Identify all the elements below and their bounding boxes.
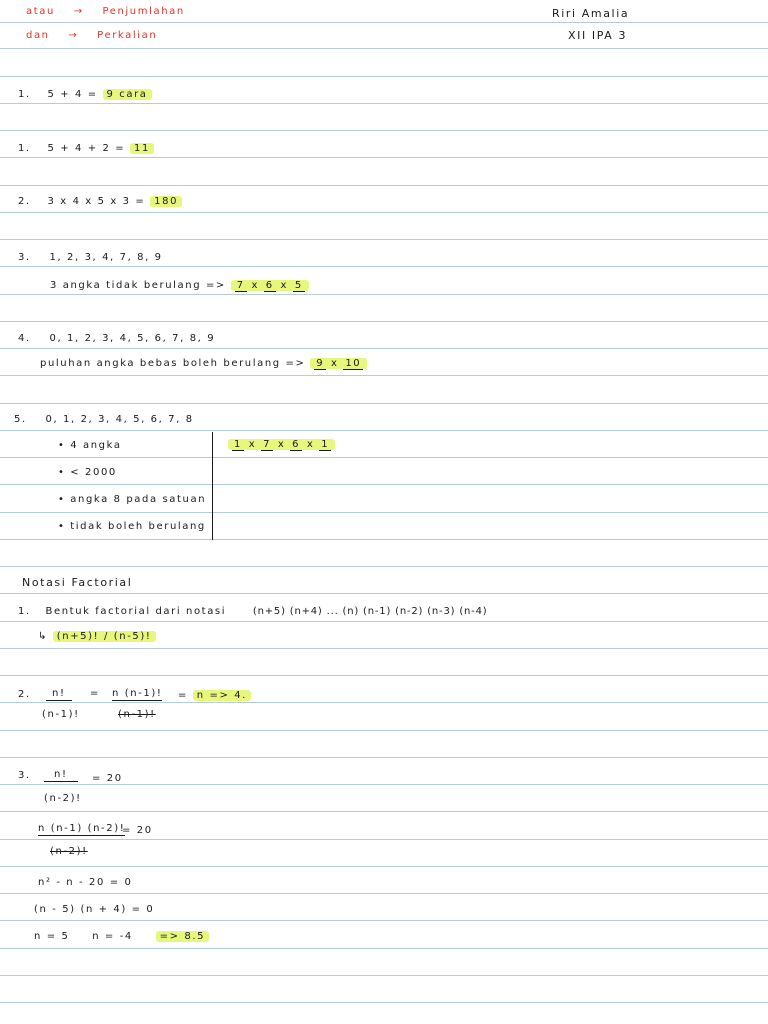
condition-item: • < 2000 — [58, 467, 117, 478]
ruled-line — [0, 48, 768, 49]
ruled-line — [0, 566, 768, 567]
legend-dan: dan → Perkalian — [26, 30, 158, 41]
ruled-line — [0, 675, 768, 676]
factorial-q1: 1. Bentuk factorial dari notasi (n+5) (n+4) ... (n) (n-1) (n-2) (n-3) (n-4) — [18, 606, 488, 617]
factorial-q1-answer — [38, 631, 156, 643]
ruled-line — [0, 185, 768, 186]
ruled-line — [0, 512, 768, 513]
problem-4-answer: puluhan angka bebas boleh berulang => 9 x 10 — [40, 358, 367, 370]
legend-atau: atau → Penjumlahan — [26, 6, 185, 17]
section-title: Notasi Factorial — [22, 576, 133, 589]
answer-highlight: 7 x 6 x 5 — [231, 280, 309, 291]
factored-equation: (n - 5) (n + 4) = 0 — [34, 904, 155, 915]
ruled-line — [0, 157, 768, 158]
fraction-denominator: (n-2)! — [50, 846, 88, 857]
answer-highlight: 9 cara — [103, 89, 152, 100]
ruled-line — [0, 239, 768, 240]
ruled-line — [0, 22, 768, 23]
problem-4-set: 4. 0, 1, 2, 3, 4, 5, 6, 7, 8, 9 — [18, 333, 216, 344]
ruled-line — [0, 375, 768, 376]
factorial-q2-result: = n => 4. — [178, 690, 251, 702]
ruled-line — [0, 76, 768, 77]
problem-2: 2. 3 x 4 x 5 x 3 = 180 — [18, 196, 182, 208]
ruled-line — [0, 893, 768, 894]
condition-item: • angka 8 pada satuan — [58, 494, 207, 505]
roots: n = 5 n = -4 => 8.5 — [34, 931, 209, 943]
ruled-line — [0, 621, 768, 622]
answer-highlight: n => 4. — [193, 690, 251, 701]
ruled-line — [0, 648, 768, 649]
fraction-denominator: (n-1)! — [118, 709, 156, 720]
ruled-line — [0, 103, 768, 104]
ruled-line — [0, 811, 768, 812]
answer-highlight: 1 x 7 x 6 x 1 — [228, 439, 335, 450]
problem-3-answer: 3 angka tidak berulang => 7 x 6 x 5 — [50, 280, 309, 292]
student-name: Riri Amalia — [552, 7, 630, 20]
arrow-icon: ↳ — [38, 631, 48, 642]
ruled-line — [0, 212, 768, 213]
fraction-numerator: n! — [46, 688, 72, 701]
ruled-line — [0, 1002, 768, 1003]
ruled-line — [0, 321, 768, 322]
answer-highlight: => 8.5 — [156, 931, 209, 942]
equals: = — [90, 688, 100, 699]
fraction-denominator: (n-2)! — [44, 793, 82, 804]
equals: = 20 — [92, 773, 123, 784]
ruled-line — [0, 839, 768, 840]
condition-item: • tidak boleh berulang — [58, 521, 206, 532]
factorial-q3-num: 3. — [18, 770, 31, 781]
fraction-numerator: n (n-1) (n-2)! — [38, 823, 126, 834]
quadratic-equation: n² - n - 20 = 0 — [38, 877, 133, 888]
problem-5-set: 5. 0, 1, 2, 3, 4, 5, 6, 7, 8 — [14, 414, 194, 425]
ruled-line — [0, 457, 768, 458]
factorial-q2-num: 2. — [18, 689, 31, 700]
ruled-line — [0, 702, 768, 703]
ruled-line — [0, 948, 768, 949]
problem-5-answer — [228, 439, 335, 451]
fraction-numerator: n! — [44, 769, 78, 782]
answer-highlight: 180 — [150, 196, 182, 207]
problem-1b: 1. 5 + 4 + 2 = 11 — [18, 143, 154, 155]
ruled-line — [0, 266, 768, 267]
ruled-line — [0, 348, 768, 349]
ruled-line — [0, 975, 768, 976]
student-class: XII IPA 3 — [568, 29, 628, 42]
equals: = 20 — [122, 825, 153, 836]
ruled-line — [0, 130, 768, 131]
ruled-line — [0, 484, 768, 485]
ruled-line — [0, 757, 768, 758]
ruled-line — [0, 403, 768, 404]
divider-line — [212, 432, 213, 540]
problem-1a: 1. 5 + 4 = 9 cara — [18, 89, 152, 101]
ruled-line — [0, 430, 768, 431]
fraction-numerator: n (n-1)! — [112, 688, 163, 699]
problem-3-set: 3. 1, 2, 3, 4, 7, 8, 9 — [18, 252, 163, 263]
ruled-line — [0, 593, 768, 594]
ruled-line — [0, 730, 768, 731]
condition-item: • 4 angka — [58, 440, 122, 451]
fraction-denominator: (n-1)! — [42, 709, 80, 720]
ruled-line — [0, 920, 768, 921]
answer-highlight: 11 — [130, 143, 154, 154]
ruled-line — [0, 866, 768, 867]
ruled-line — [0, 294, 768, 295]
ruled-line — [0, 539, 768, 540]
answer-highlight: 9 x 10 — [310, 358, 367, 369]
answer-highlight: (n+5)! / (n-5)! — [53, 631, 156, 642]
